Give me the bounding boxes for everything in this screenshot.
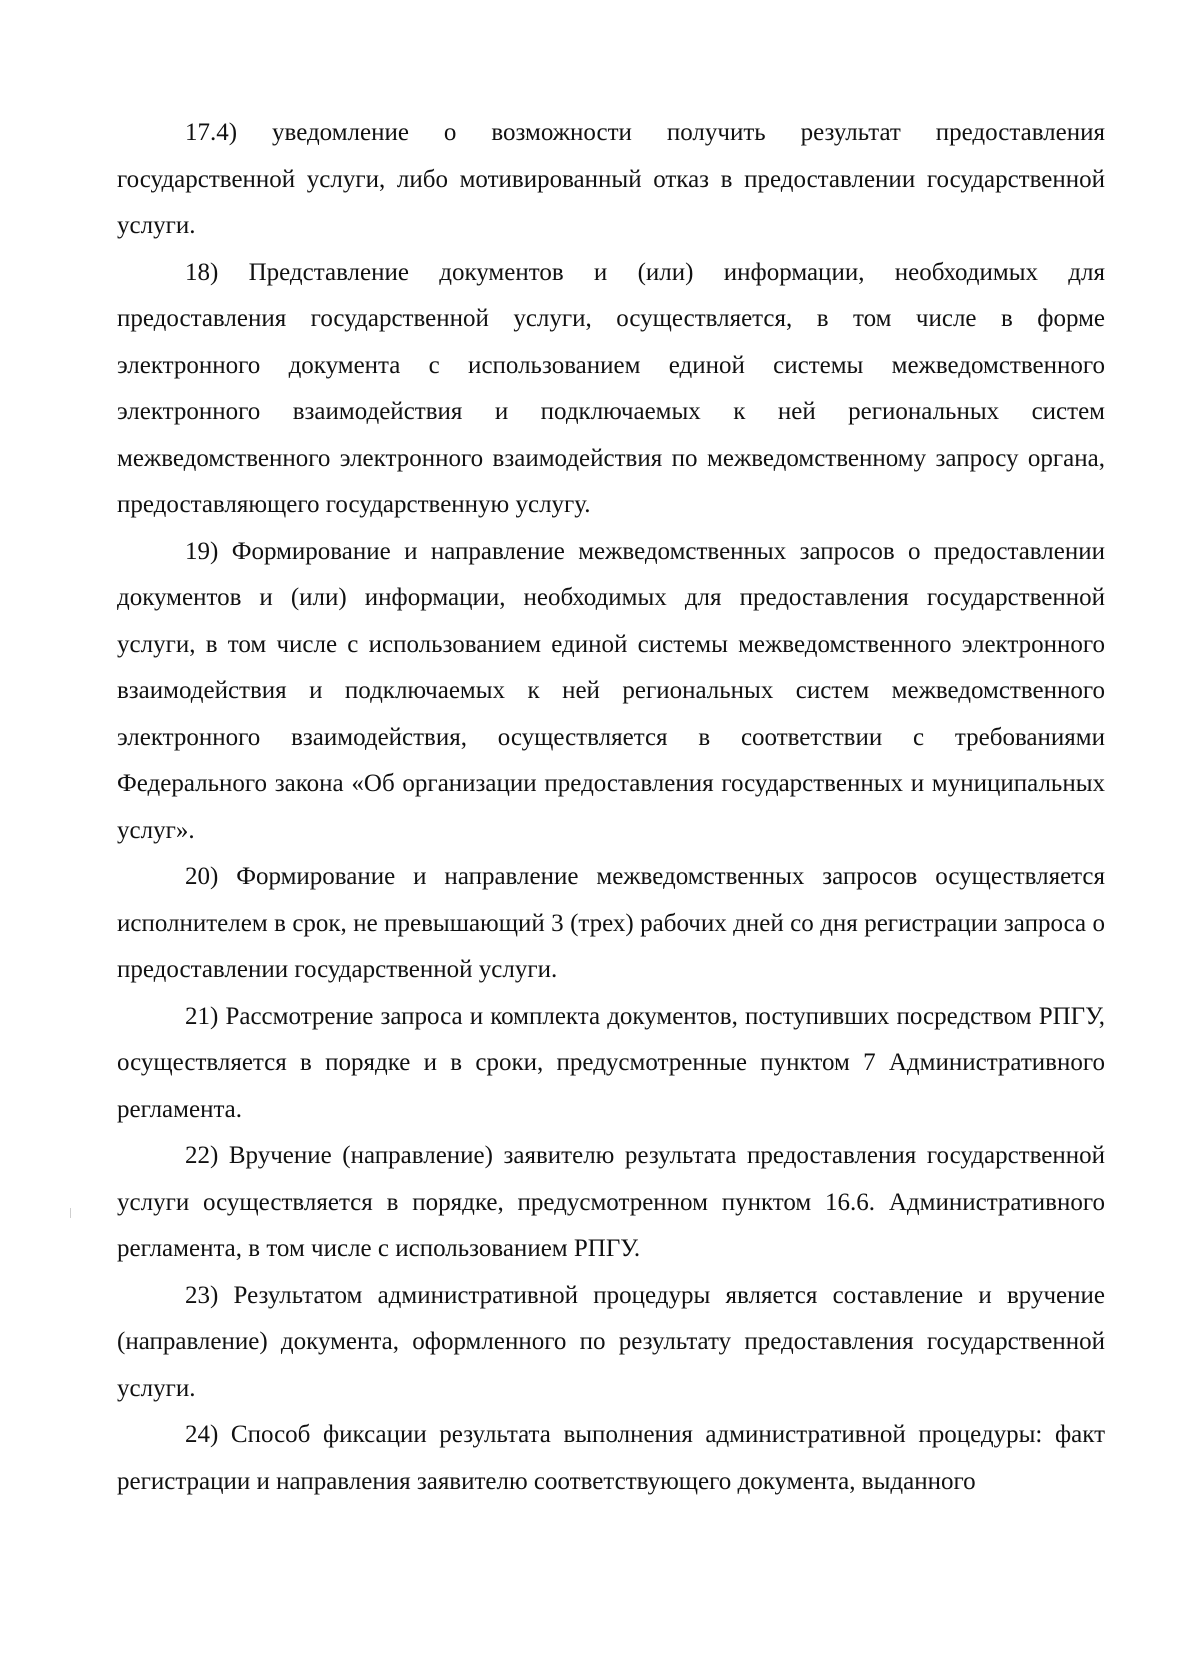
paragraph-22: 22) Вручение (направление) заявителю результата предоставления государственной услуги осуществляется в порядке, предусмотренном пунктом 16.6. Административного регламента, в том числе с использованием РПГУ. bbox=[117, 1142, 1105, 1262]
paragraph-23: 23) Результатом административной процедуры является составление и вручение (направление) документа, оформленного по результату предоставления государственной услуги. bbox=[117, 1281, 1105, 1402]
paragraph-17-4: 17.4) уведомление о возможности получить результат предоставления государственной услуги, либо мотивированный отказ в предоставлении государственной услуги. bbox=[117, 119, 1105, 239]
paragraph-18: 18) Представление документов и (или) информации, необходимых для предоставления государственной услуги, осуществляется, в том числе в форме электронного документа с использованием единой системы межведомственного электронного взаимодействия и подключаемых к ней региональных систем межведомственного электронного взаимодействия по межведомственному запросу органа, предоставляющего государственную услугу. bbox=[117, 258, 1105, 518]
paragraph-20: 20) Формирование и направление межведомственных запросов осуществляется исполнителем в срок, не превышающий 3 (трех) рабочих дней со дня регистрации запроса о предоставлении государственной услуги. bbox=[117, 863, 1105, 983]
paragraph-24: 24) Способ фиксации результата выполнения административной процедуры: факт регистрации и направления заявителю соответствующего документа, выданного bbox=[117, 1421, 1105, 1495]
scan-margin-mark bbox=[70, 1208, 71, 1218]
paragraph-21: 21) Рассмотрение запроса и комплекта документов, поступивших посредством РПГУ, осуществляется в порядке и в сроки, предусмотренные пунктом 7 Административного регламента. bbox=[117, 1002, 1105, 1123]
document-body bbox=[117, 110, 1105, 1505]
paragraph-19: 19) Формирование и направление межведомственных запросов о предоставлении документов и (или) информации, необходимых для предоставления государственной услуги, в том числе с использованием единой системы межведомственного электронного взаимодействия и подключаемых к ней региональных систем межведомственного электронного взаимодействия, осуществляется в соответствии с требованиями Федерального закона «Об организации предоставления государственных и муниципальных услуг». bbox=[117, 537, 1105, 844]
